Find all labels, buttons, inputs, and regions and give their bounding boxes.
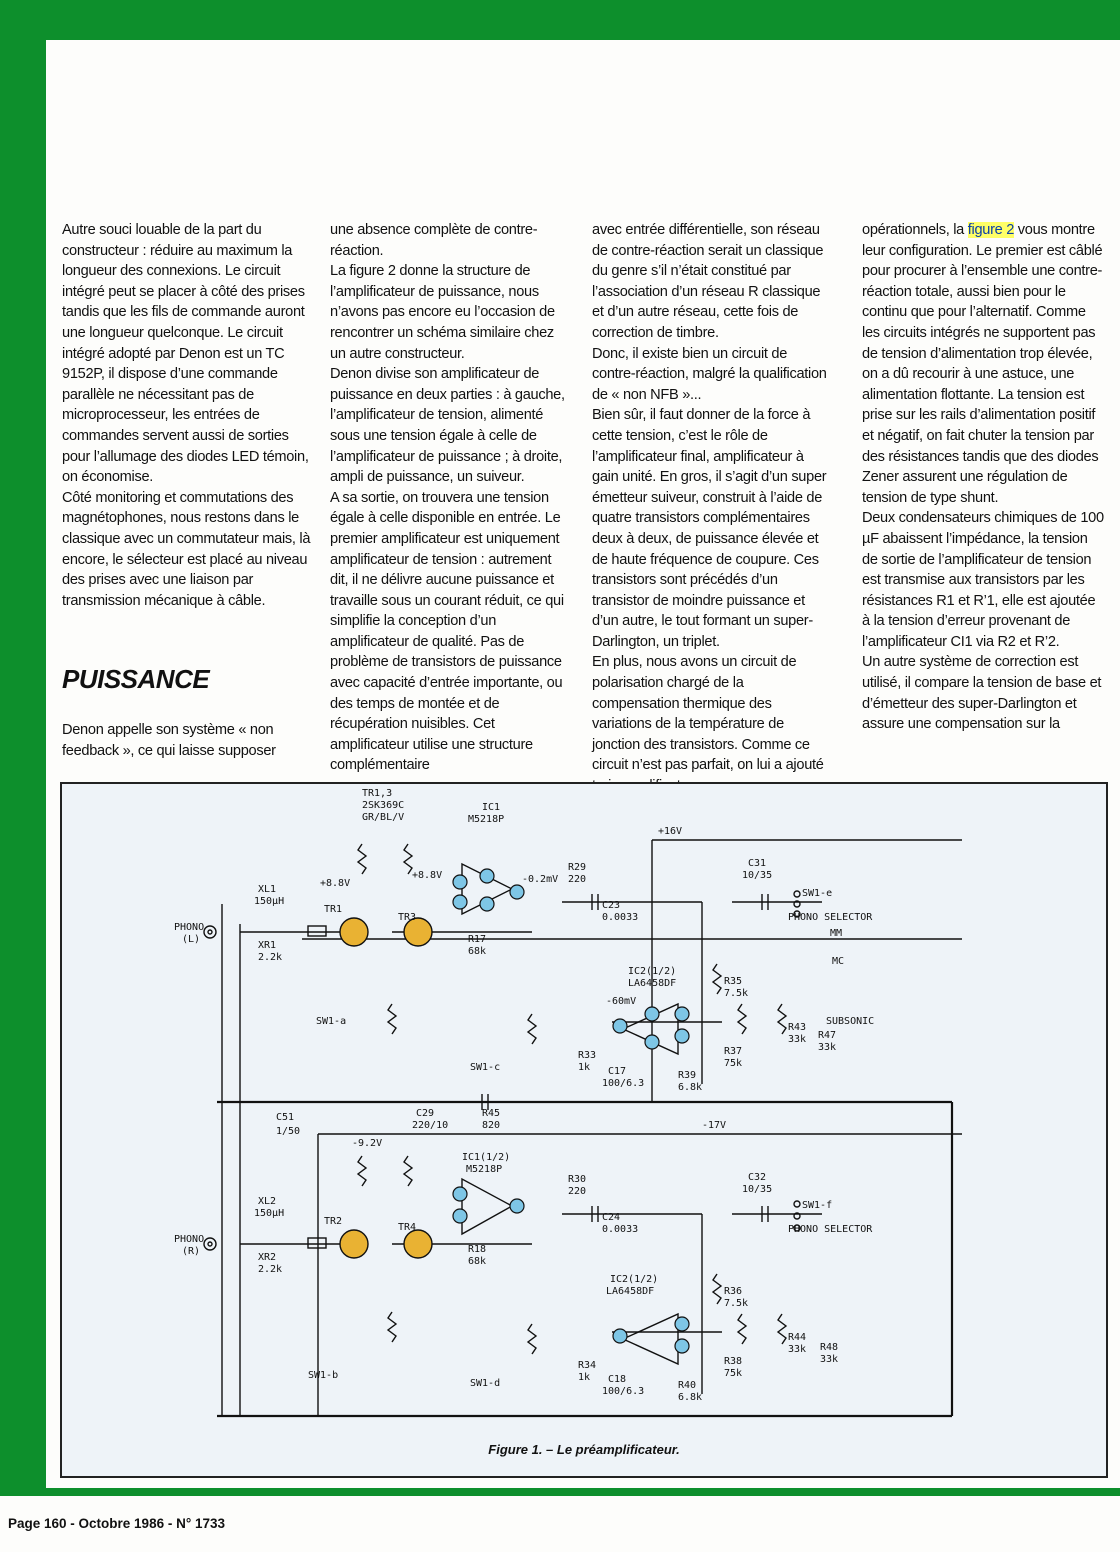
- label: 100/6.3: [602, 1078, 645, 1089]
- label: 2SK369C: [362, 800, 405, 811]
- label: R36: [724, 1286, 743, 1297]
- label: 68k: [468, 946, 487, 957]
- label: SW1-f: [802, 1200, 833, 1211]
- label: 33k: [788, 1034, 807, 1045]
- paragraph: A sa sortie, on trouvera une tension égale à celle disponible en entrée. Le premier amplificateur est uniquement amplificateur de tension : autrement dit, il ne délivre aucune puissance et travaille sous un courant réduit, ce qui simplifie la conception d’un amplificateur de qualité. Pas de problème de transistors de puissance avec capacité d’entrée importante, ou des temps de montée et de récupération nuisibles. Cet amplificateur utilise une structure complémentaire: [330, 489, 564, 774]
- label: R35: [724, 976, 743, 987]
- label: IC1(1/2): [462, 1152, 511, 1163]
- label: SW1-a: [316, 1016, 347, 1027]
- label: (R): [182, 1246, 201, 1257]
- label: M5218P: [466, 1164, 503, 1175]
- label: LA6458DF: [628, 978, 677, 989]
- label: 100/6.3: [602, 1386, 645, 1397]
- text-column-2: [330, 220, 570, 776]
- paragraph: Deux condensateurs chimiques de 100 µF abaissent l’impédance, la tension de sortie de l’amplificateur de tension est transmise aux transistors par les résistances R1 et R’1, elle est ajoutée à la tension d’erreur provenant de l’amplificateur CI1 via R2 et R’2.: [862, 510, 1104, 650]
- paragraph: Denon divise son amplificateur de puissance en deux parties : à gauche, l’amplificateur de tension, alimenté sous une tension égale à celle de l’amplificateur de puissance ; à droite, ampli de puissance, un suiveur.: [330, 366, 565, 486]
- paragraph: Bien sûr, il faut donner de la force à cette tension, c’est le rôle de l’amplificateur final, amplificateur à gain unité. En gros, il s’agit d’un super émetteur suiveur, construit à l’aide de quatre transistors complémentaires deux à deux, de puissance élevée et de haute fréquence de coupure. Ces transistors sont précédés d’un transistor de moindre puissance et d’un autre, le tout formant un super-Darlington, un triplet.: [592, 407, 827, 650]
- label: R17: [468, 934, 487, 945]
- label: 1k: [578, 1062, 591, 1073]
- label: 0.0033: [602, 912, 639, 923]
- label: +16V: [658, 826, 683, 837]
- transistor-tr1: [340, 918, 368, 946]
- label: C31: [748, 858, 767, 869]
- label: PHONO: [174, 922, 205, 933]
- label: 75k: [724, 1368, 743, 1379]
- label: SUBSONIC: [826, 1016, 875, 1027]
- label: PHONO SELECTOR: [788, 1224, 873, 1235]
- label: C29: [416, 1108, 435, 1119]
- text: opérationnels, la: [862, 222, 968, 238]
- label: XL1: [258, 884, 277, 895]
- page-edge: [46, 40, 1120, 50]
- green-bottom-bar: [0, 1488, 1120, 1496]
- label: 33k: [820, 1354, 839, 1365]
- label: IC2(1/2): [628, 966, 677, 977]
- label: 33k: [788, 1344, 807, 1355]
- figure-caption: Figure 1. – Le préamplificateur.: [488, 1442, 680, 1457]
- paragraph: Donc, il existe bien un circuit de contre-réaction, malgré la qualification de « non NFB »...: [592, 345, 827, 403]
- label: R33: [578, 1050, 597, 1061]
- label: 10/35: [742, 870, 773, 881]
- label: C51: [276, 1112, 295, 1123]
- paragraph: Côté monitoring et commutations des magnétophones, nous restons dans le classique avec un commutateur mais, là encore, le sélecteur est placé au niveau des prises avec une liaison par transmission mécanique à câble.: [62, 489, 311, 609]
- label: -60mV: [606, 996, 637, 1007]
- transistor-tr2: [340, 1230, 368, 1258]
- label: R29: [568, 862, 587, 873]
- paragraph: Un autre système de correction est utilisé, il compare la tension de base et d’émetteur des super-Darlington et assure une compensation sur la: [862, 654, 1102, 733]
- page-footer: Page 160 - Octobre 1986 - N° 1733: [8, 1516, 226, 1531]
- label: 1k: [578, 1372, 591, 1383]
- label: XR1: [258, 940, 277, 951]
- label: R43: [788, 1022, 807, 1033]
- label: 150µH: [254, 1208, 285, 1219]
- paragraph: avec entrée différentielle, son réseau de contre-réaction serait un classique du genre s’il n’était constitué par l’association d’un réseau R classique et d’un autre réseau, cette fois de correction de timbre.: [592, 222, 824, 341]
- label: 68k: [468, 1256, 487, 1267]
- label: SW1-e: [802, 888, 833, 899]
- label: 75k: [724, 1058, 743, 1069]
- label: R34: [578, 1360, 597, 1371]
- label: TR3: [398, 912, 417, 923]
- figure-link[interactable]: figure 2: [967, 222, 1015, 238]
- label: TR4: [398, 1222, 417, 1233]
- label: GR/BL/V: [362, 812, 405, 823]
- label: 33k: [818, 1042, 837, 1053]
- label: R45: [482, 1108, 501, 1119]
- paragraph: [862, 220, 1106, 508]
- green-left-bar: [0, 0, 46, 1494]
- label: SW1-d: [470, 1378, 501, 1389]
- label: (L): [182, 934, 201, 945]
- label: C18: [608, 1374, 627, 1385]
- label: R44: [788, 1332, 807, 1343]
- label: -9.2V: [352, 1138, 383, 1149]
- label: C17: [608, 1066, 627, 1077]
- label: R47: [818, 1030, 837, 1041]
- label: 7.5k: [724, 1298, 749, 1309]
- label: 2.2k: [258, 952, 283, 963]
- label: 6.8k: [678, 1392, 703, 1403]
- label: 2.2k: [258, 1264, 283, 1275]
- text-column-1: [62, 220, 312, 611]
- label: 7.5k: [724, 988, 749, 999]
- text-column-1b: [62, 720, 312, 761]
- label: 150µH: [254, 896, 285, 907]
- label: 220: [568, 874, 587, 885]
- label: TR2: [324, 1216, 343, 1227]
- label: R48: [820, 1342, 839, 1353]
- label: TR1,3: [362, 788, 393, 799]
- schematic-figure: [60, 782, 1108, 1478]
- paragraph: La figure 2 donne la structure de l’amplificateur de puissance, nous n’avons pas encore eu l’occasion de rencontrer un schéma similaire chez un autre constructeur.: [330, 263, 555, 362]
- label: C24: [602, 1212, 621, 1223]
- label: SW1-b: [308, 1370, 339, 1381]
- label: IC1: [482, 802, 501, 813]
- label: R18: [468, 1244, 487, 1255]
- label: -17V: [702, 1120, 727, 1131]
- label: PHONO SELECTOR: [788, 912, 873, 923]
- paragraph: Denon appelle son système « non feedback », ce qui laisse supposer: [62, 722, 276, 759]
- text: vous montre leur configuration. Le premier est câblé pour procurer à l’ensemble une contre-réaction totale, aussi bien pour le continu que pour l’alternatif. Comme les circuits intégrés ne supportent pas de tension d’alimentation trop élevée, on a dû recourir à une astuce, une alimentation flottante. La tension est prise sur les rails d’alimentation positif et négatif, on fait chuter la tension par des résistances tandis que des diodes Zener assurent une régulation de tension de type shunt.: [862, 222, 1103, 506]
- section-heading: PUISSANCE: [62, 664, 210, 694]
- label: XL2: [258, 1196, 277, 1207]
- label: R38: [724, 1356, 743, 1367]
- label: 6.8k: [678, 1082, 703, 1093]
- label: C23: [602, 900, 621, 911]
- label: PHONO: [174, 1234, 205, 1245]
- label: +8.8V: [320, 878, 351, 889]
- label: IC2(1/2): [610, 1274, 659, 1285]
- label: TR1: [324, 904, 343, 915]
- label: SW1-c: [470, 1062, 501, 1073]
- paragraph: une absence complète de contre-réaction.: [330, 222, 538, 259]
- label: 10/35: [742, 1184, 773, 1195]
- label: XR2: [258, 1252, 277, 1263]
- label: LA6458DF: [606, 1286, 655, 1297]
- label: +8.8V: [412, 870, 443, 881]
- schematic-diagram: [62, 784, 1106, 1476]
- label: 820: [482, 1120, 501, 1131]
- label: MC: [832, 956, 845, 967]
- label: 1/50: [276, 1126, 301, 1137]
- label: 220: [568, 1186, 587, 1197]
- label: R40: [678, 1380, 697, 1391]
- label: R37: [724, 1046, 743, 1057]
- text-column-3: [592, 220, 832, 797]
- label: R30: [568, 1174, 587, 1185]
- label: MM: [830, 928, 843, 939]
- label: 220/10: [412, 1120, 449, 1131]
- label: C32: [748, 1172, 767, 1183]
- transistor-tr4: [404, 1230, 432, 1258]
- paragraph: Autre souci louable de la part du constructeur : réduire au maximum la longueur des connexions. Le circuit intégré peut se placer à côté des prises tandis que les fils de commande auront une longueur quelconque. Le circuit intégré adopté par Denon est un TC 9152P, il dispose d’une commande parallèle ne nécessitant pas de microprocesseur, les entrées de commandes servent aussi de sorties pour l’allumage des diodes LED témoin, on économise.: [62, 222, 309, 486]
- label: 0.0033: [602, 1224, 639, 1235]
- label: -0.2mV: [522, 874, 559, 885]
- label: R39: [678, 1070, 697, 1081]
- text-column-4: [862, 220, 1106, 735]
- paragraph: En plus, nous avons un circuit de polarisation chargé de la compensation thermique des variations de la température de jonction des transistors. Comme ce circuit n’est pas parfait, on lui a ajouté: [592, 654, 824, 774]
- label: M5218P: [468, 814, 505, 825]
